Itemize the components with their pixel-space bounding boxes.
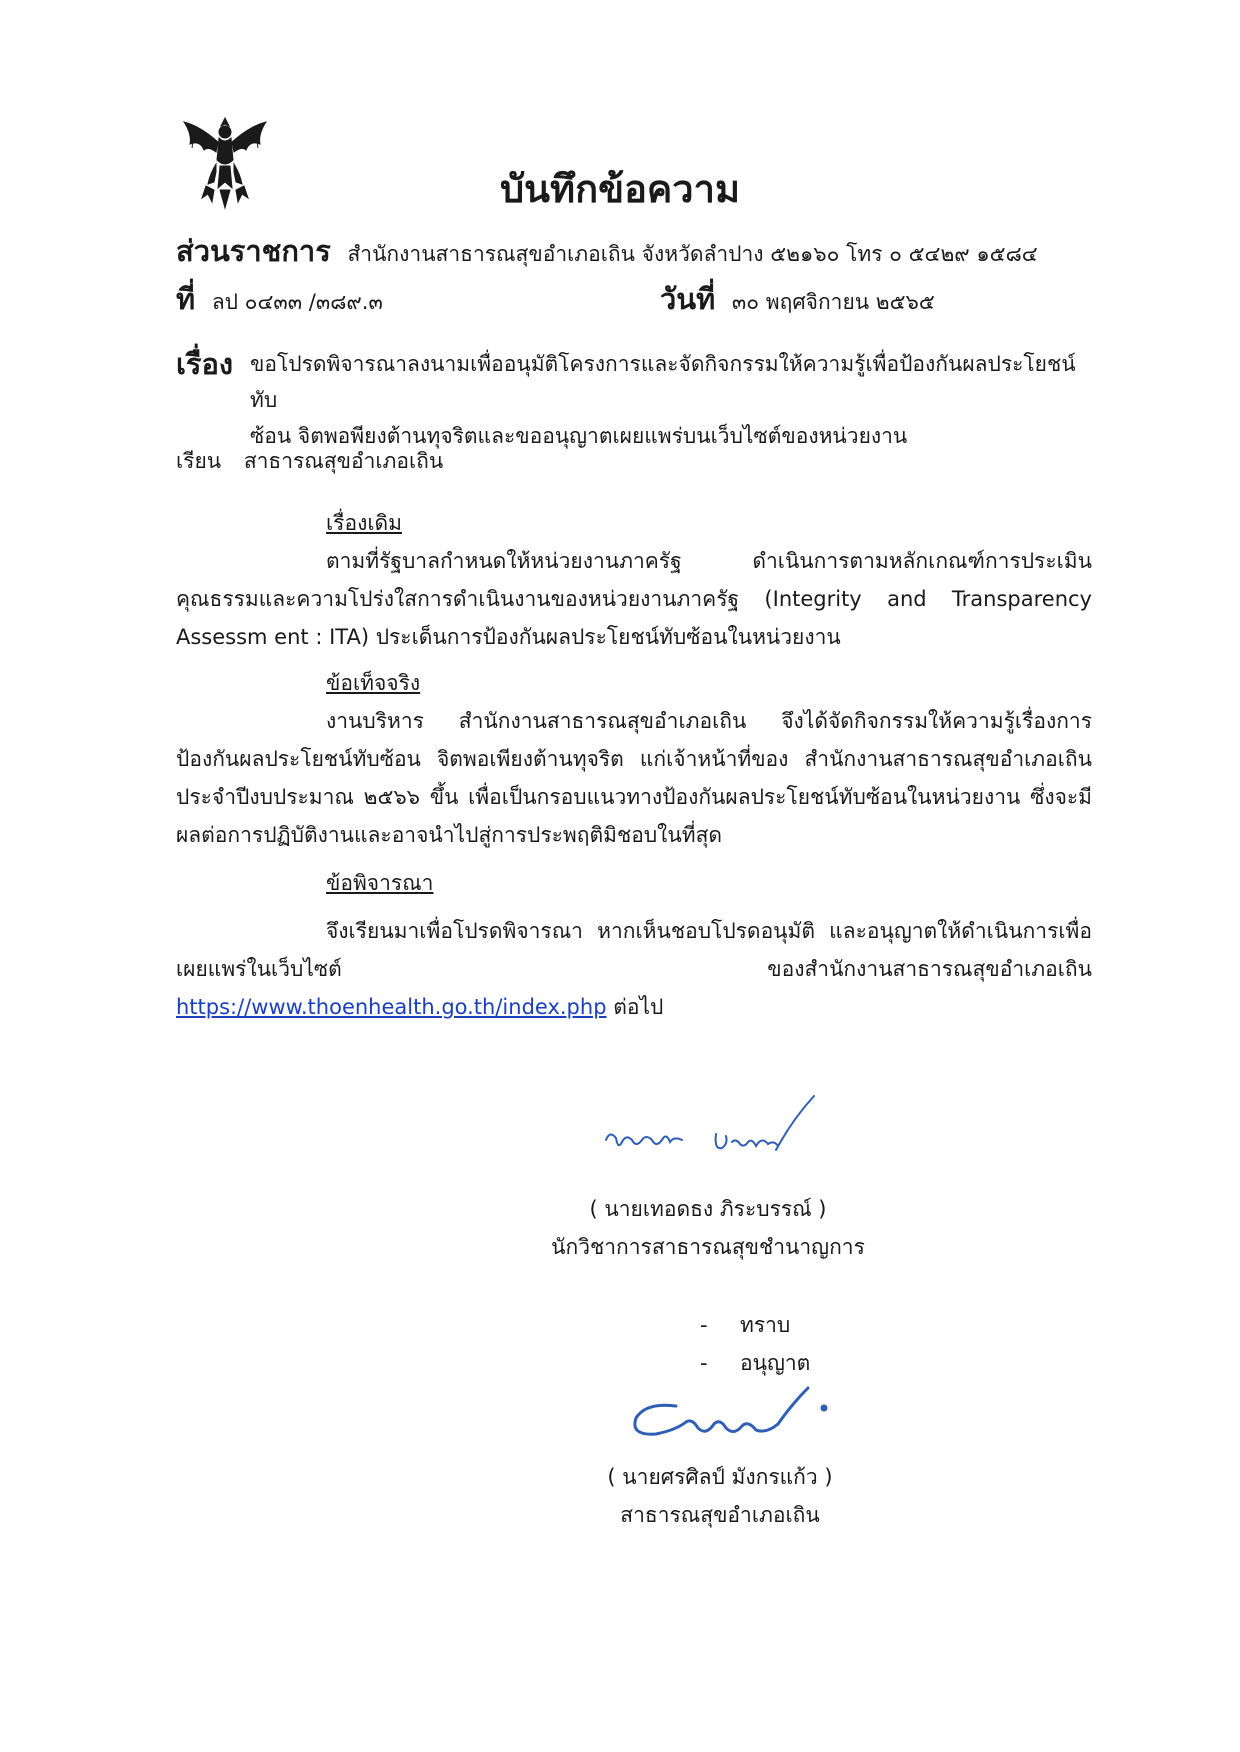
approval-item-1 <box>700 1306 810 1344</box>
to-value: สาธารณสุขอำเภอเถิน <box>243 449 444 473</box>
ref-value: ลป ๐๔๓๓ /๓๘๙.๓ <box>211 290 383 314</box>
consider-heading: ข้อพิจารณา <box>326 871 434 895</box>
approval-item-2-dash: - <box>700 1351 708 1375</box>
ref-label: ที่ <box>176 282 196 316</box>
signature-1-image <box>596 1090 836 1180</box>
background-heading: เรื่องเดิม <box>326 511 402 535</box>
facts-heading: ข้อเท็จจริง <box>326 671 421 695</box>
background-paragraph: ตามที่รัฐบาลกำหนดให้หน่วยงานภาครัฐ ดำเนินการตามหลักเกณฑ์การประเมินคุณธรรมและความโปร่งใสการดำเนินงานของหน่วยงานภาครัฐ (Integrity and Transparency Assessm ent : ITA) ประเด็นการป้องกันผลประโยชน์ทับซ้อนในหน่วยงาน <box>176 549 1092 649</box>
website-link[interactable]: https://www.thoenhealth.go.th/index.php <box>176 995 607 1019</box>
signer-2-block <box>470 1458 970 1534</box>
subject-line-1: ขอโปรดพิจารณาลงนามเพื่ออนุมัติโครงการและจัดกิจกรรมให้ความรู้เพื่อป้องกันผลประโยชน์ทับ <box>250 352 1076 412</box>
subject-line-2: ซ้อน จิตพอพียงต้านทุจริตและขออนุญาตเผยแพร่บนเว็บไซต์ของหน่วยงาน <box>250 424 908 448</box>
approval-item-2 <box>700 1344 810 1382</box>
facts-paragraph: งานบริหาร สำนักงานสาธารณสุขอำเภอเถิน จึงได้จัดกิจกรรมให้ความรู้เรื่องการป้องกันผลประโยชน์ทับซ้อน จิตพอเพียงต้านทุจริต แก่เจ้าหน้าที่ของ สำนักงานสาธารณสุขอำเภอเถิน ประจำปีงบประมาณ ๒๕๖๖ ขึ้น เพื่อเป็นกรอบแนวทางป้องกันผลประโยชน์ทับซ้อนในหน่วยงาน ซึ่งจะมีผลต่อการปฏิบัติงานและอาจนำไปสู่การประพฤติมิชอบในที่สุด <box>176 709 1092 847</box>
subject-block <box>176 346 1076 454</box>
to-label: เรียน <box>176 449 222 473</box>
ref-row <box>176 284 383 317</box>
signer-1-position: นักวิชาการสาธารณสุขชำนาญการ <box>551 1235 865 1259</box>
signer-1-name: ( นายเทอดธง ภิระบรรณ์ ) <box>589 1197 827 1221</box>
consider-closing: ต่อไป <box>613 995 664 1019</box>
agency-value: สำนักงานสาธารณสุขอำเภอเถิน จังหวัดลำปาง ๕๒๑๖๐ โทร ๐ ๕๔๒๙ ๑๕๘๔ <box>347 242 1038 266</box>
signer-2-name: ( นายศรศิลป์ มังกรแก้ว ) <box>607 1465 833 1489</box>
agency-label: ส่วนราชการ <box>176 234 331 268</box>
to-row <box>176 446 443 476</box>
date-label: วันที่ <box>660 282 716 316</box>
signer-1-block <box>458 1190 958 1266</box>
subject-label: เรื่อง <box>176 347 234 381</box>
consider-text: จึงเรียนมาเพื่อโปรดพิจารณา หากเห็นชอบโปรดอนุมัติ และอนุญาตให้ดำเนินการเพื่อเผยแพร่ในเว็บไซต์ ของสำนักงานสาธารณสุขอำเภอเถิน <box>176 919 1092 981</box>
date-row <box>660 284 935 317</box>
approval-item-1-dash: - <box>700 1313 708 1337</box>
agency-row <box>176 236 1038 269</box>
approval-list <box>700 1306 810 1382</box>
date-value: ๓๐ พฤศจิกายน ๒๕๖๕ <box>731 290 935 314</box>
signer-2-position: สาธารณสุขอำเภอเถิน <box>620 1503 820 1527</box>
approval-item-2-label: อนุญาต <box>740 1351 811 1375</box>
memo-title: บันทึกข้อความ <box>499 167 741 211</box>
approval-item-1-label: ทราบ <box>740 1313 791 1337</box>
signature-2-image <box>616 1384 836 1464</box>
consider-paragraph <box>176 912 1092 1026</box>
